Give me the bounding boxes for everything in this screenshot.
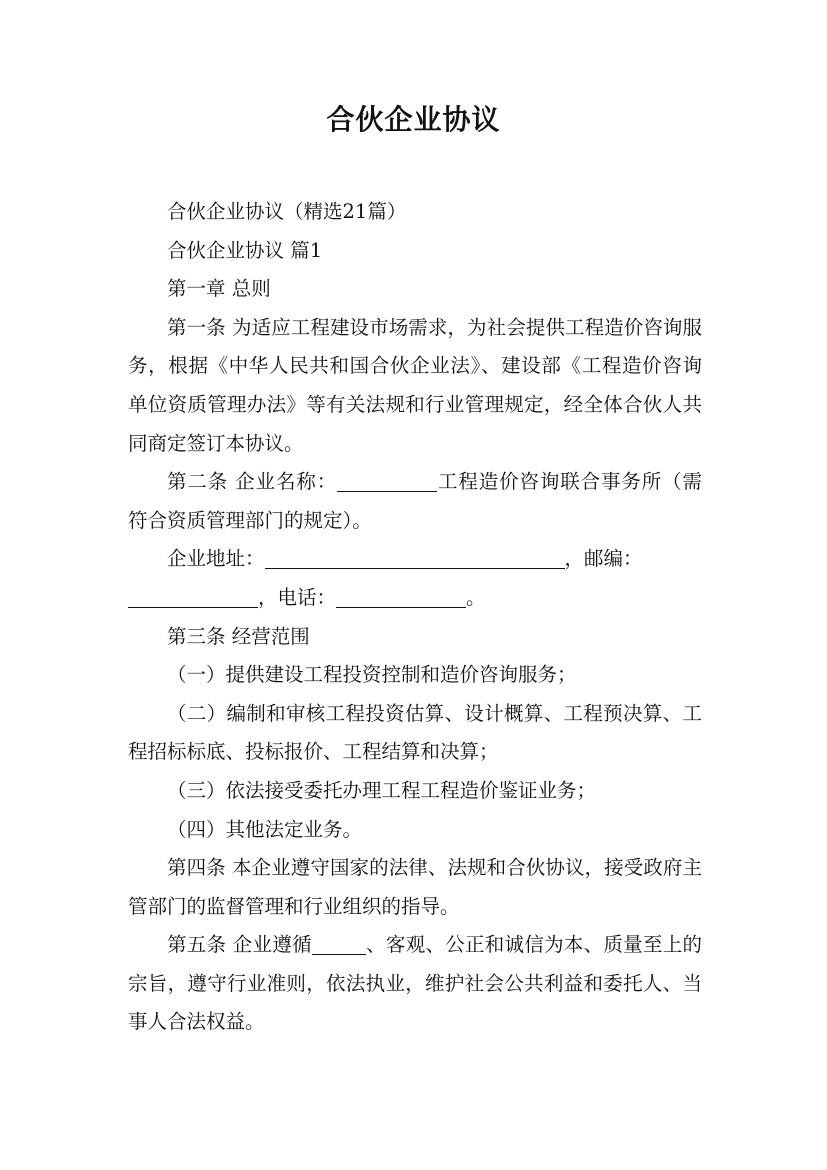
paragraph-scope-1: （一）提供建设工程投资控制和造价咨询服务；: [167, 663, 577, 687]
paragraph-contact: [128, 579, 702, 618]
principle-blank: [312, 934, 366, 955]
postcode-blank: [128, 587, 258, 608]
paragraph-scope-4: （四）其他法定业务。: [167, 817, 363, 841]
contact-end: 。: [466, 585, 486, 609]
paragraph-article-3: 第三条 经营范围: [167, 624, 310, 648]
address-label: 企业地址：: [167, 547, 265, 571]
phone-blank: [336, 587, 466, 608]
paragraph-chapter-heading: 第一章 总则: [167, 277, 271, 301]
document-title: 合伙企业协议: [326, 103, 501, 136]
document-body: [128, 193, 702, 1042]
phone-label: ，电话：: [258, 585, 337, 609]
article-5-lead: 第五条 企业遵循: [167, 933, 312, 957]
paragraph-address: [128, 540, 702, 579]
company-name-blank: [337, 471, 437, 492]
paragraph-subtitle: 合伙企业协议（精选21篇）: [167, 200, 407, 223]
article-5-tail: 、客观、公正和诚信为本、质量至上的宗旨，遵守行业准则，依法执业，维护社会公共利益和委托人、当事人合法权益。: [128, 933, 702, 1034]
postcode-label: ，邮编：: [564, 547, 643, 571]
paragraph-article-4: 第四条 本企业遵守国家的法律、法规和合伙协议，接受政府主管部门的监督管理和行业组织的指导。: [128, 856, 702, 918]
address-blank: [265, 548, 565, 569]
paragraph-article-5: [128, 926, 702, 1042]
article-2-tail: 工程造价咨询联合事务所（需符合资质管理部门的规定）。: [128, 470, 702, 532]
article-2-lead: 第二条 企业名称：: [167, 470, 338, 494]
paragraph-section-heading: 合伙企业协议 篇1: [167, 238, 323, 262]
paragraph-article-1: 第一条 为适应工程建设市场需求，为社会提供工程造价咨询服务，根据《中华人民共和国合伙企业法》、建设部《工程造价咨询单位资质管理办法》等有关法规和行业管理规定，经全体合伙人共同商定签订本协议。: [128, 315, 702, 455]
paragraph-article-2: [128, 463, 702, 540]
paragraph-scope-2: （二）编制和审核工程投资估算、设计概算、工程预决算、工程招标标底、投标报价、工程结算和决算；: [128, 701, 702, 764]
paragraph-scope-3: （三）依法接受委托办理工程工程造价鉴证业务；: [167, 778, 597, 802]
